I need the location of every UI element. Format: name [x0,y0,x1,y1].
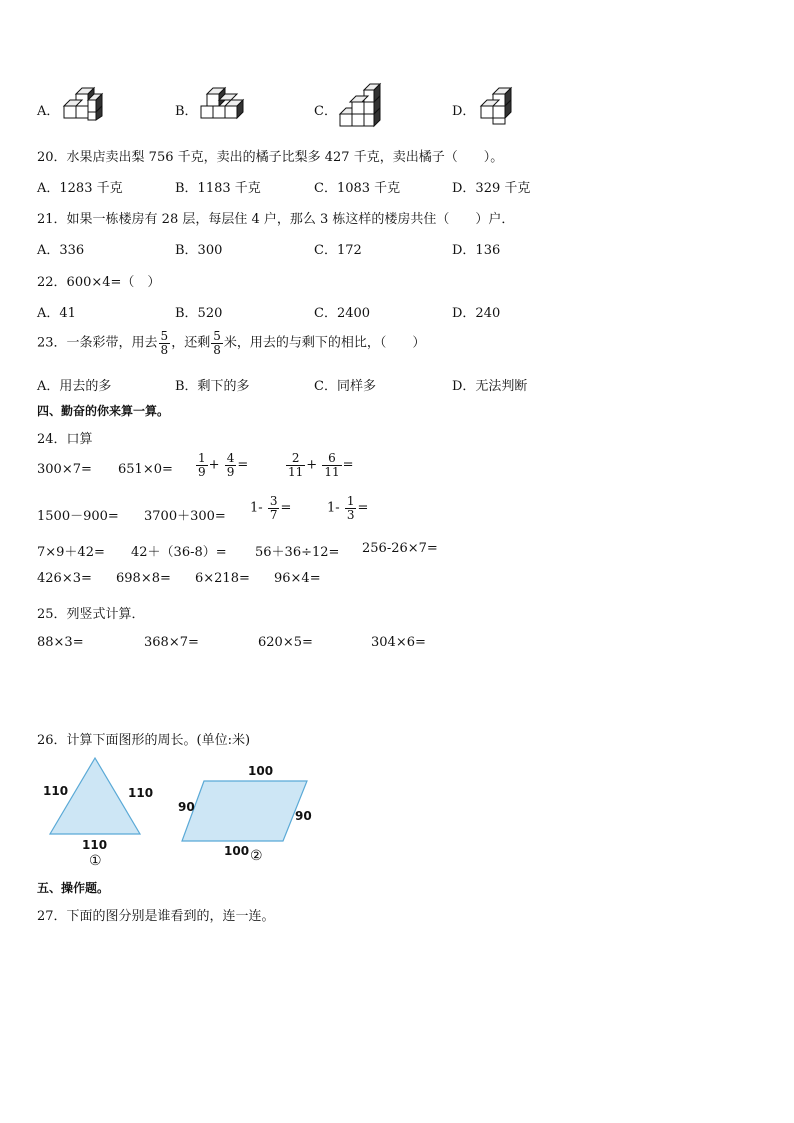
q23-option-b[interactable]: B．剩下的多 [175,379,250,394]
q21-stem: 21．如果一栋楼房有 28 层，每层住 4 户，那么 3 栋这样的楼房共住（ ）户． [37,212,515,227]
vertical-calc-item: 88×3= [37,635,84,650]
calc-item: 56＋36÷12= [255,545,340,560]
calc-item: 426×3= [37,571,92,586]
q20-option-b[interactable]: B．1183 千克 [175,181,261,196]
fraction: $\frac{5}{8}$ [160,329,169,357]
vertical-calc-item: 304×6= [371,635,426,650]
q23-stem-part1: 23．一条彩带，用去 [37,335,158,351]
option-letter: D． [452,104,476,119]
parallelogram-right-label: 90 [295,809,312,823]
calc-item: 42＋（36-8）= [131,545,227,560]
q22-option-c[interactable]: C．2400 [314,306,371,321]
vertical-calc-item: 620×5= [258,635,313,650]
q19-option-c[interactable] [314,100,337,119]
section-4-title: 四、勤奋的你来算一算。 [37,404,170,418]
cube-stack-b-icon [199,86,247,128]
q23-stem-part3: 米，用去的与剩下的相比，（ ） [223,335,426,351]
cube-stack-a-icon [60,86,104,128]
q21-option-c[interactable]: C．172 [314,243,362,258]
q22-stem: 22．600×4=（ ） [37,275,161,290]
calc-item-fraction-diff: 1- $\frac{3}{7}$ = [250,494,292,522]
triangle-right-side-label: 110 [128,786,154,800]
q19-option-d[interactable] [452,100,475,119]
q21-option-a[interactable]: A．336 [37,243,85,258]
calc-item: 698×8= [116,571,171,586]
parallelogram-bottom-label: 100 [224,844,250,858]
cube-stack-c-icon [336,82,386,128]
option-letter: B． [175,104,198,119]
q23-option-c[interactable]: C．同样多 [314,379,376,394]
q23-option-a[interactable]: A．用去的多 [37,379,112,394]
q19-option-a[interactable] [37,100,59,119]
q20-option-a[interactable]: A．1283 千克 [37,181,123,196]
q27-stem: 27．下面的图分别是谁看到的，连一连。 [37,909,275,924]
q22-option-d[interactable]: D．240 [452,306,501,321]
triangle-left-side-label: 110 [43,784,69,798]
parallelogram-left-label: 90 [178,800,195,814]
calc-item: 1500－900= [37,509,119,524]
q21-option-b[interactable]: B．300 [175,243,223,258]
option-letter: A． [37,104,60,119]
fraction: $\frac{5}{8}$ [213,329,221,357]
q20-option-d[interactable]: D．329 千克 [452,181,531,196]
calc-item-fraction-diff: 1- $\frac{1}{3}$ = [327,494,369,522]
parallelogram-top-label: 100 [248,764,274,778]
q22-option-b[interactable]: B．520 [175,306,223,321]
calc-item: 96×4= [274,571,321,586]
calc-item: 6×218= [195,571,250,586]
calc-item-fraction-sum: $\frac{2}{11}$ + $\frac{6}{11}$ = [288,451,354,479]
figure-marker-1: ① [89,853,102,869]
calc-item-fraction-sum: $\frac{1}{9}$ + $\frac{4}{9}$ = [198,451,249,479]
cube-stack-d-icon [475,86,519,128]
q20-option-c[interactable]: C．1083 千克 [314,181,401,196]
calc-item: 256-26×7= [362,541,438,556]
q22-option-a[interactable]: A．41 [37,306,76,321]
vertical-calc-item: 368×7= [144,635,199,650]
parallelogram-figure [180,779,310,843]
figure-marker-2: ② [250,848,263,864]
q19-option-b[interactable] [175,100,198,119]
q26-stem: 26．计算下面图形的周长。(单位:米) [37,733,251,748]
q21-option-d[interactable]: D．136 [452,243,501,258]
q23-stem-part2: ，还剩 [171,335,211,351]
option-letter: C． [314,104,337,119]
q23-stem [37,330,425,356]
triangle-bottom-side-label: 110 [82,838,108,852]
q20-stem: 20．水果店卖出梨 756 千克，卖出的橘子比梨多 427 千克，卖出橘子（ ）。 [37,150,504,165]
section-5-title: 五、操作题。 [37,881,110,895]
q24-stem: 24．口算 [37,432,93,447]
q23-option-d[interactable]: D．无法判断 [452,379,528,394]
q25-stem: 25．列竖式计算． [37,607,145,622]
calc-item: 3700＋300= [144,509,226,524]
calc-item: 7×9＋42= [37,545,105,560]
calc-item: 651×0= [118,462,173,477]
calc-item: 300×7= [37,462,92,477]
